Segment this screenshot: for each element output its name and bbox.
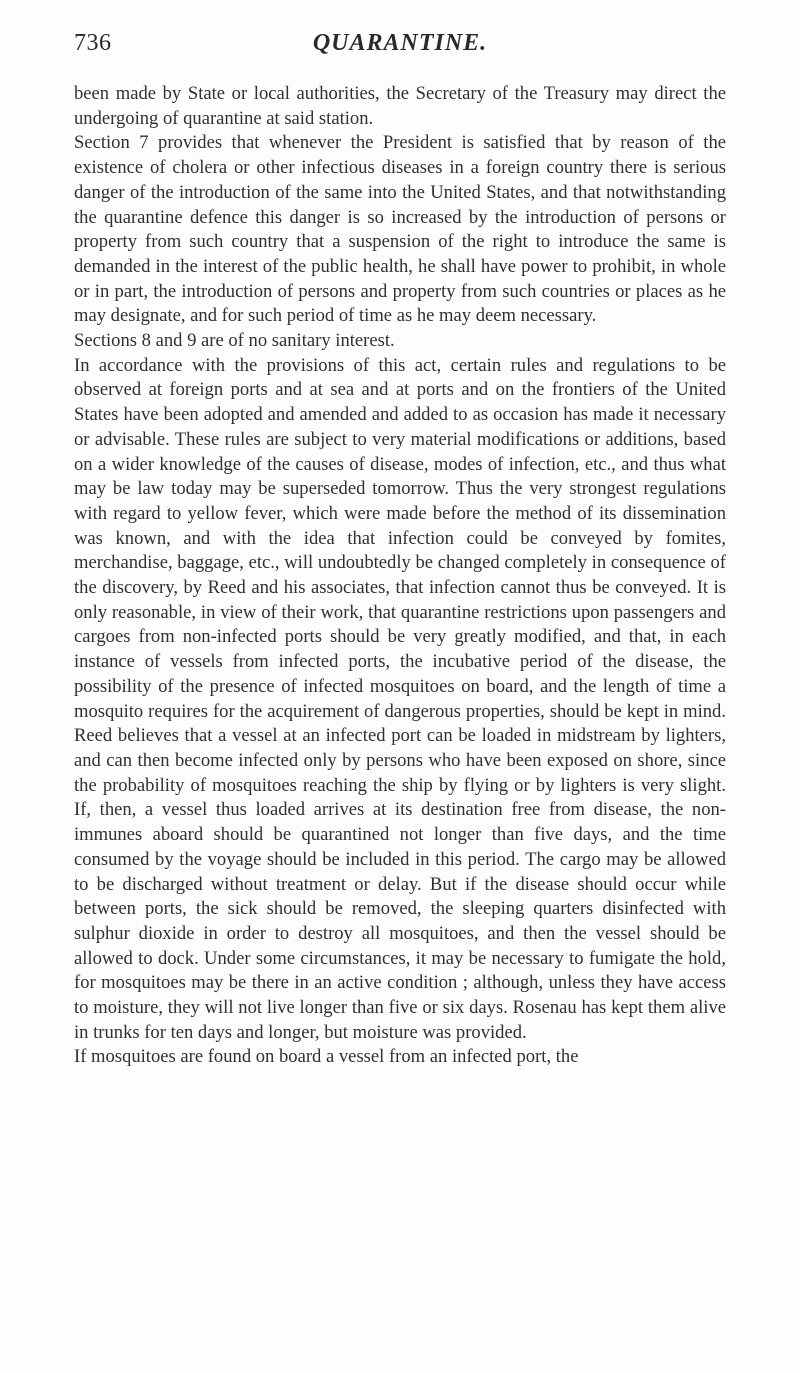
paragraph: Sections 8 and 9 are of no sanitary interest.: [74, 330, 395, 352]
paragraph: In accordance with the provisions of this act, certain rules and regulations to be observed at foreign ports and at sea and at ports and on the frontiers of the United States have been adopted and amended and added to as occasion has made it necessary or advisable. These rules are subject to very material modifications or additions, based on a wider knowledge of the causes of disease, modes of infection, etc., and thus what may be law today may be superseded tomorrow. Thus the very strongest regulations with regard to yellow fever, which were made before the method of its dissemination was known, and with the idea that infection could be conveyed by fomites, merchandise, baggage, etc., will undoubtedly be changed completely in consequence of the discovery, by Reed and his associates, that infection cannot thus be conveyed. It is only reasonable, in view of their work, that quarantine restrictions upon passengers and cargoes from non-infected ports should be very greatly modified, and that, in each instance of vessels from infected ports, the incubative period of the disease, the possibility of the presence of infected mosquitoes on board, and the length of time a mosquito requires for the acquirement of dangerous properties, should be kept in mind. Reed believes that a vessel at an infected port can be loaded in midstream by lighters, and can then become infected only by persons who have been exposed on shore, since the probability of mosquitoes reaching the ship by flying or by lighters is very slight. If, then, a vessel thus loaded arrives at its destination free from disease, the non-immunes aboard should be quarantined not longer than five days, and the time consumed by the voyage should be included in this period. The cargo may be allowed to be discharged without treatment or delay. But if the disease should occur while between ports, the sick should be removed, the sleeping quarters disinfected with sulphur dioxide in order to destroy all mosquitoes, and then the vessel should be allowed to dock. Under some circumstances, it may be necessary to fumigate the hold, for mosquitoes may be there in an active condition ; although, unless they have access to moisture, they will not live longer than five or six days. Rosenau has kept them alive in trunks for ten days and longer, but moisture was provided.: [74, 354, 726, 1043]
paragraph: If mosquitoes are found on board a vessel from an infected port, the: [74, 1046, 579, 1068]
running-title: QUARANTINE.: [312, 30, 488, 56]
paragraph: been made by State or local authorities, the Secretary of the Treasury may direct the undergoing of quarantine at said station.: [74, 83, 726, 129]
paragraph: Section 7 provides that whenever the President is satisfied that by reason of the existence of cholera or other infectious diseases in a foreign country there is serious danger of the introduction of the same into the United States, and that notwithstanding the quarantine defence this danger is so increased by the introduction of persons or property from such country that a suspension of the right to introduce the same is demanded in the interest of the public health, he shall have power to prohibit, in whole or in part, the introduction of persons and property from such countries or places as he may designate, and for such period of time as he may deem necessary.: [74, 132, 726, 327]
page-number: 736: [74, 30, 112, 56]
body-text: [74, 82, 726, 1070]
running-head: [74, 30, 726, 64]
